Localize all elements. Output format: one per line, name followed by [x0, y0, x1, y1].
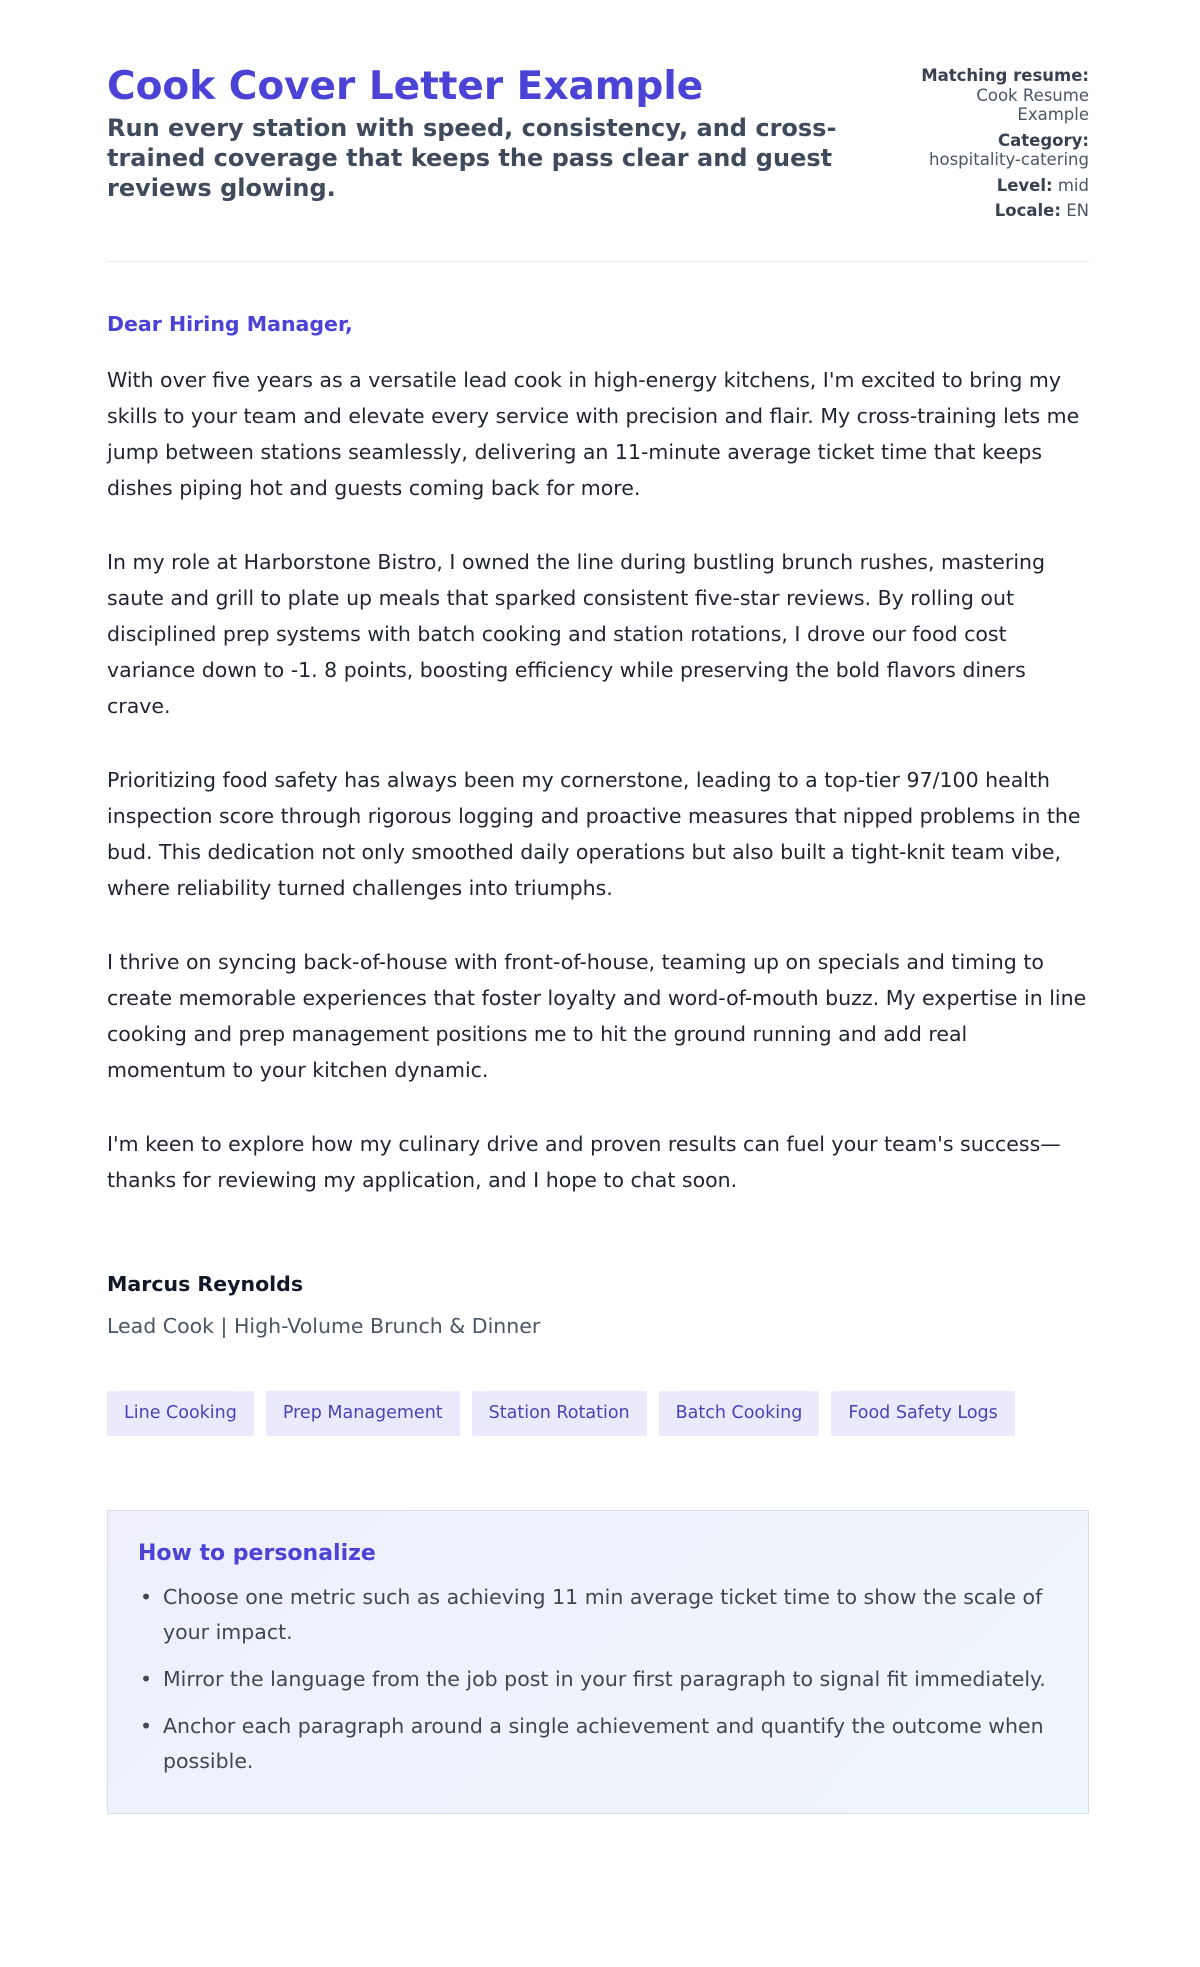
letter-paragraph: Prioritizing food safety has always been my cornerstone, leading to a top-tier 97/100 health inspection score through rigorous logging and proactive measures that nipped problems in the bud. This dedication not only smoothed daily operations but also built a tight-knit team vibe, where reliability turned challenges into triumphs. — [107, 767, 1081, 900]
meta-label: Category: — [998, 130, 1089, 150]
signature-block — [107, 1272, 1089, 1338]
meta-label: Locale: — [994, 201, 1061, 220]
meta-value: hospitality-catering — [929, 150, 1089, 169]
letter-paragraph: I thrive on syncing back-of-house with front-of-house, teaming up on specials and timing to create memorable experiences that foster loyalty and word-of-mouth buzz. My expertise in line cooking and prep management positions me to hit the ground running and add real momentum to your kitchen dynamic. — [107, 949, 1087, 1082]
page-subtitle: Run every station with speed, consistency, and cross-trained coverage that keeps the pass clear and guest reviews glowing. — [107, 113, 837, 202]
meta-value: mid — [1057, 175, 1089, 195]
signature-name: Marcus Reynolds — [107, 1271, 304, 1296]
tip-item — [138, 1709, 1058, 1779]
page-header — [107, 66, 1089, 262]
meta-category — [919, 131, 1089, 170]
header-titles — [107, 66, 897, 203]
skill-tag: Batch Cooking — [659, 1391, 820, 1436]
letter-paragraph: In my role at Harborstone Bistro, I owned the line during bustling brunch rushes, mastering saute and grill to plate up meals that sparked consistent five-star reviews. By rolling out disciplined prep systems with batch cooking and station rotations, I drove our food cost variance down to -1. 8 points, boosting efficiency while preserving the bold flavors diners crave. — [107, 549, 1046, 718]
meta-matching-resume — [919, 66, 1089, 125]
salutation: Dear Hiring Manager, — [107, 311, 353, 336]
bullet-icon: • — [140, 1584, 153, 1609]
skill-tags — [107, 1391, 1089, 1436]
callout-title: How to personalize — [138, 1540, 376, 1566]
personalize-callout — [107, 1510, 1089, 1814]
meta-level — [919, 176, 1089, 196]
meta-locale — [919, 201, 1089, 221]
skill-tag: Food Safety Logs — [831, 1391, 1014, 1436]
meta-panel — [919, 66, 1089, 227]
bullet-icon: • — [140, 1713, 153, 1738]
tip-text: Mirror the language from the job post in your first paragraph to signal fit immediately. — [163, 1666, 1046, 1691]
meta-value: EN — [1066, 201, 1089, 220]
skill-tag: Line Cooking — [107, 1391, 254, 1436]
skill-tag: Station Rotation — [472, 1391, 647, 1436]
meta-value: Cook Resume Example — [976, 85, 1089, 124]
meta-label: Level: — [996, 175, 1053, 195]
letter-paragraph: With over five years as a versatile lead cook in high-energy kitchens, I'm excited to bring my skills to your team and elevate every service with precision and flair. My cross-training lets me jump between stations seamlessly, delivering an 11-minute average ticket time that keeps dishes piping hot and guests coming back for more. — [107, 367, 1080, 500]
letter-body — [107, 312, 1089, 1338]
tip-text: Anchor each paragraph around a single achievement and quantify the outcome when possible. — [163, 1713, 1044, 1773]
signature-title: Lead Cook | High-Volume Brunch & Dinner — [107, 1313, 541, 1338]
bullet-icon: • — [140, 1666, 153, 1691]
meta-label: Matching resume: — [921, 66, 1089, 85]
letter-paragraph: I'm keen to explore how my culinary drive and proven results can fuel your team's success—thanks for reviewing my application, and I hope to chat soon. — [107, 1131, 1061, 1192]
page-title: Cook Cover Letter Example — [107, 64, 704, 109]
tip-text: Choose one metric such as achieving 11 min average ticket time to show the scale of your impact. — [163, 1584, 1043, 1644]
tip-item — [138, 1580, 1058, 1650]
tip-item — [138, 1662, 1058, 1697]
tips-list — [138, 1580, 1058, 1779]
skill-tag: Prep Management — [266, 1391, 460, 1436]
